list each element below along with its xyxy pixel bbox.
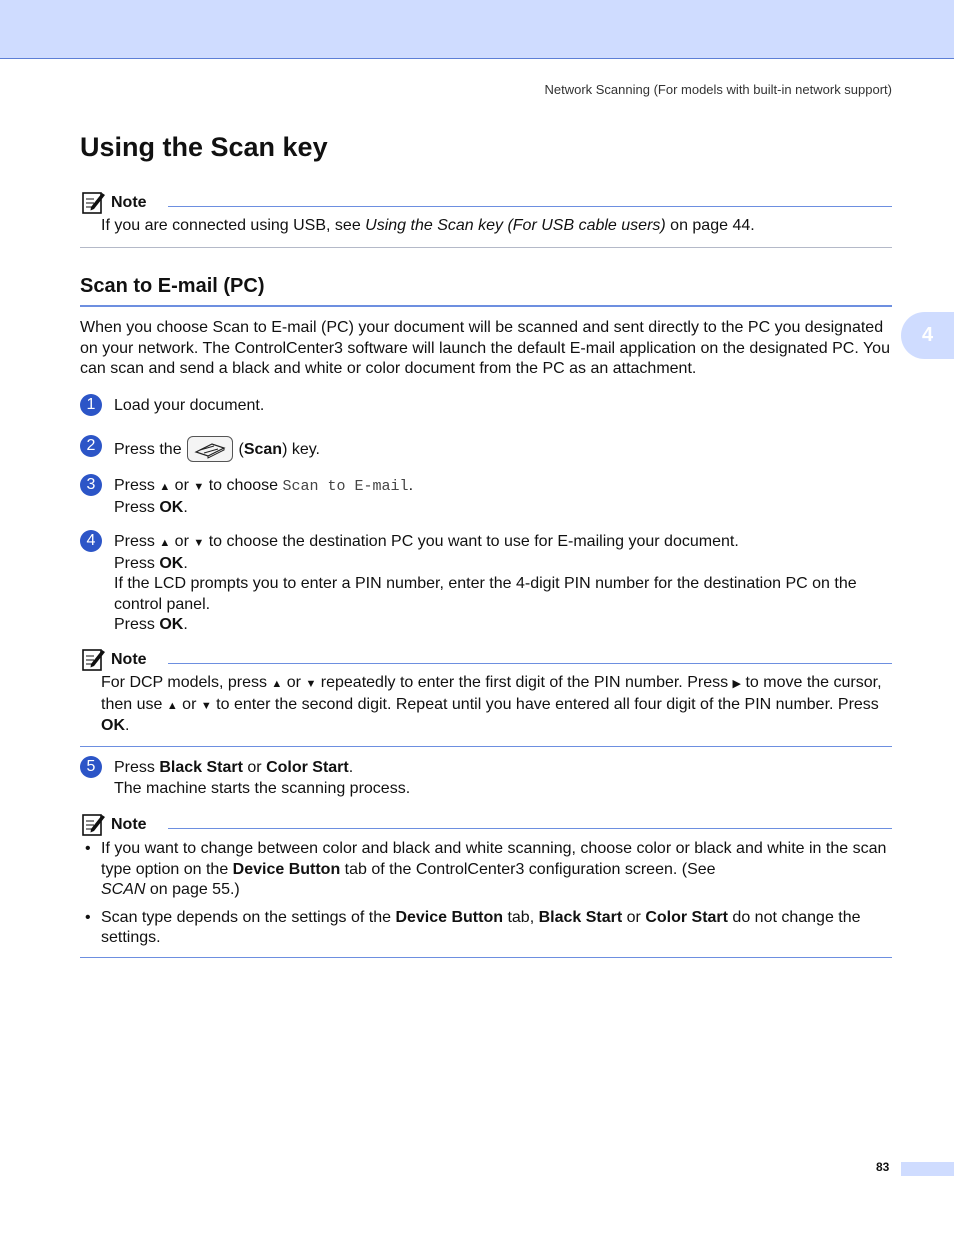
intro-paragraph: When you choose Scan to E-mail (PC) your document will be scanned and sent directly to the PC you designated on your network. The ControlCenter3 software will launch the default E-mail application on the designated PC. You can scan and send a black and white or color document from the PC as an attachment. bbox=[80, 319, 890, 377]
step-text bbox=[114, 532, 892, 636]
down-arrow-icon: ▼ bbox=[193, 481, 205, 493]
note-bullet-list bbox=[80, 839, 892, 949]
step-text: Press the (Scan) key. bbox=[114, 437, 892, 463]
step-line: Press OK. bbox=[114, 554, 188, 572]
step-number-badge: 2 bbox=[80, 435, 102, 457]
up-arrow-icon: ▲ bbox=[166, 699, 178, 712]
step-line: Press OK. bbox=[114, 498, 188, 516]
note-pencil-icon bbox=[82, 647, 106, 671]
step-line: The machine starts the scanning process. bbox=[114, 779, 411, 797]
up-arrow-icon: ▲ bbox=[159, 537, 171, 549]
step-text: Load your document. bbox=[114, 397, 265, 414]
lcd-option: Scan to E-mail bbox=[282, 478, 409, 495]
section-title: Scan to E-mail (PC) bbox=[80, 275, 265, 297]
step-number-badge: 1 bbox=[80, 394, 102, 416]
right-arrow-icon: ▶ bbox=[732, 678, 742, 690]
note-top-rule bbox=[168, 206, 892, 207]
bullet-icon: • bbox=[85, 908, 91, 926]
step-number-badge: 5 bbox=[80, 756, 102, 778]
note-body: For DCP models, press ▲ or ▼ repeatedly to enter the first digit of the PIN number. Press ▶ to move the cursor, then use ▲ or ▼ to enter the second digit. Repeat until you have entered all four digit of the PIN number. Press OK. bbox=[101, 674, 882, 734]
note-label: Note bbox=[111, 816, 147, 833]
bullet-icon: • bbox=[85, 840, 91, 857]
step-3 bbox=[80, 476, 892, 518]
step-number-badge: 3 bbox=[80, 474, 102, 496]
note-pencil-icon bbox=[82, 190, 106, 214]
note-pencil-icon bbox=[82, 812, 106, 836]
running-header: Network Scanning (For models with built-in network support) bbox=[544, 82, 892, 97]
note-dcp-pin bbox=[80, 647, 892, 747]
scan-reference-link[interactable]: SCAN bbox=[101, 881, 146, 898]
note-header bbox=[80, 647, 892, 671]
page-number-bar bbox=[901, 1162, 954, 1176]
note-body: If you are connected using USB, see Using the Scan key (For USB cable users) on page 44. bbox=[101, 217, 755, 234]
down-arrow-icon: ▼ bbox=[193, 537, 205, 549]
page-number: 83 bbox=[876, 1160, 890, 1174]
note-top-rule bbox=[168, 663, 892, 664]
step-line: Press OK. bbox=[114, 616, 188, 633]
note-body bbox=[80, 836, 892, 957]
note-header bbox=[80, 812, 892, 836]
note-label: Note bbox=[111, 194, 147, 211]
note-label: Note bbox=[111, 651, 147, 668]
note-top-rule bbox=[168, 828, 892, 829]
step-5 bbox=[80, 758, 892, 799]
note-bottom-rule bbox=[80, 746, 892, 747]
step-4 bbox=[80, 532, 892, 636]
page-title: Using the Scan key bbox=[80, 132, 328, 162]
step-line: Press Black Start or Color Start. bbox=[114, 759, 354, 776]
note-usb bbox=[80, 190, 892, 248]
up-arrow-icon: ▲ bbox=[271, 678, 283, 690]
top-header-band bbox=[0, 0, 954, 59]
list-item: • Scan type depends on the settings of the Device Button tab, Black Start or Color Start do not change the settings. bbox=[85, 908, 861, 946]
note-bottom-rule bbox=[80, 957, 892, 958]
note-bottom-rule bbox=[80, 247, 892, 248]
usb-reference-link[interactable]: Using the Scan key (For USB cable users) bbox=[365, 217, 666, 234]
list-item: • If you want to change between color and black and white scanning, choose color or black and white in the scan type option on the Device Button tab of the ControlCenter3 configuration screen. (See SCAN on page 55.) bbox=[85, 840, 887, 898]
chapter-tab: 4 bbox=[901, 312, 954, 359]
down-arrow-icon: ▼ bbox=[305, 678, 317, 690]
step-line: Press ▲ or ▼ to choose the destination PC you want to use for E-mailing your document. bbox=[114, 533, 739, 550]
step-text bbox=[114, 476, 892, 518]
step-2 bbox=[80, 437, 892, 463]
step-text bbox=[114, 758, 892, 799]
step-line: If the LCD prompts you to enter a PIN number, enter the 4-digit PIN number for the destination PC on the control panel. bbox=[114, 575, 857, 613]
up-arrow-icon: ▲ bbox=[159, 481, 171, 493]
step-number-badge: 4 bbox=[80, 530, 102, 552]
note-scan-type bbox=[80, 812, 892, 958]
section-rule bbox=[80, 305, 892, 307]
step-line: Press ▲ or ▼ to choose Scan to E-mail. bbox=[114, 477, 414, 495]
scan-key-icon bbox=[187, 436, 233, 462]
down-arrow-icon: ▼ bbox=[200, 699, 212, 712]
step-1 bbox=[80, 396, 892, 417]
note-header bbox=[80, 190, 892, 214]
